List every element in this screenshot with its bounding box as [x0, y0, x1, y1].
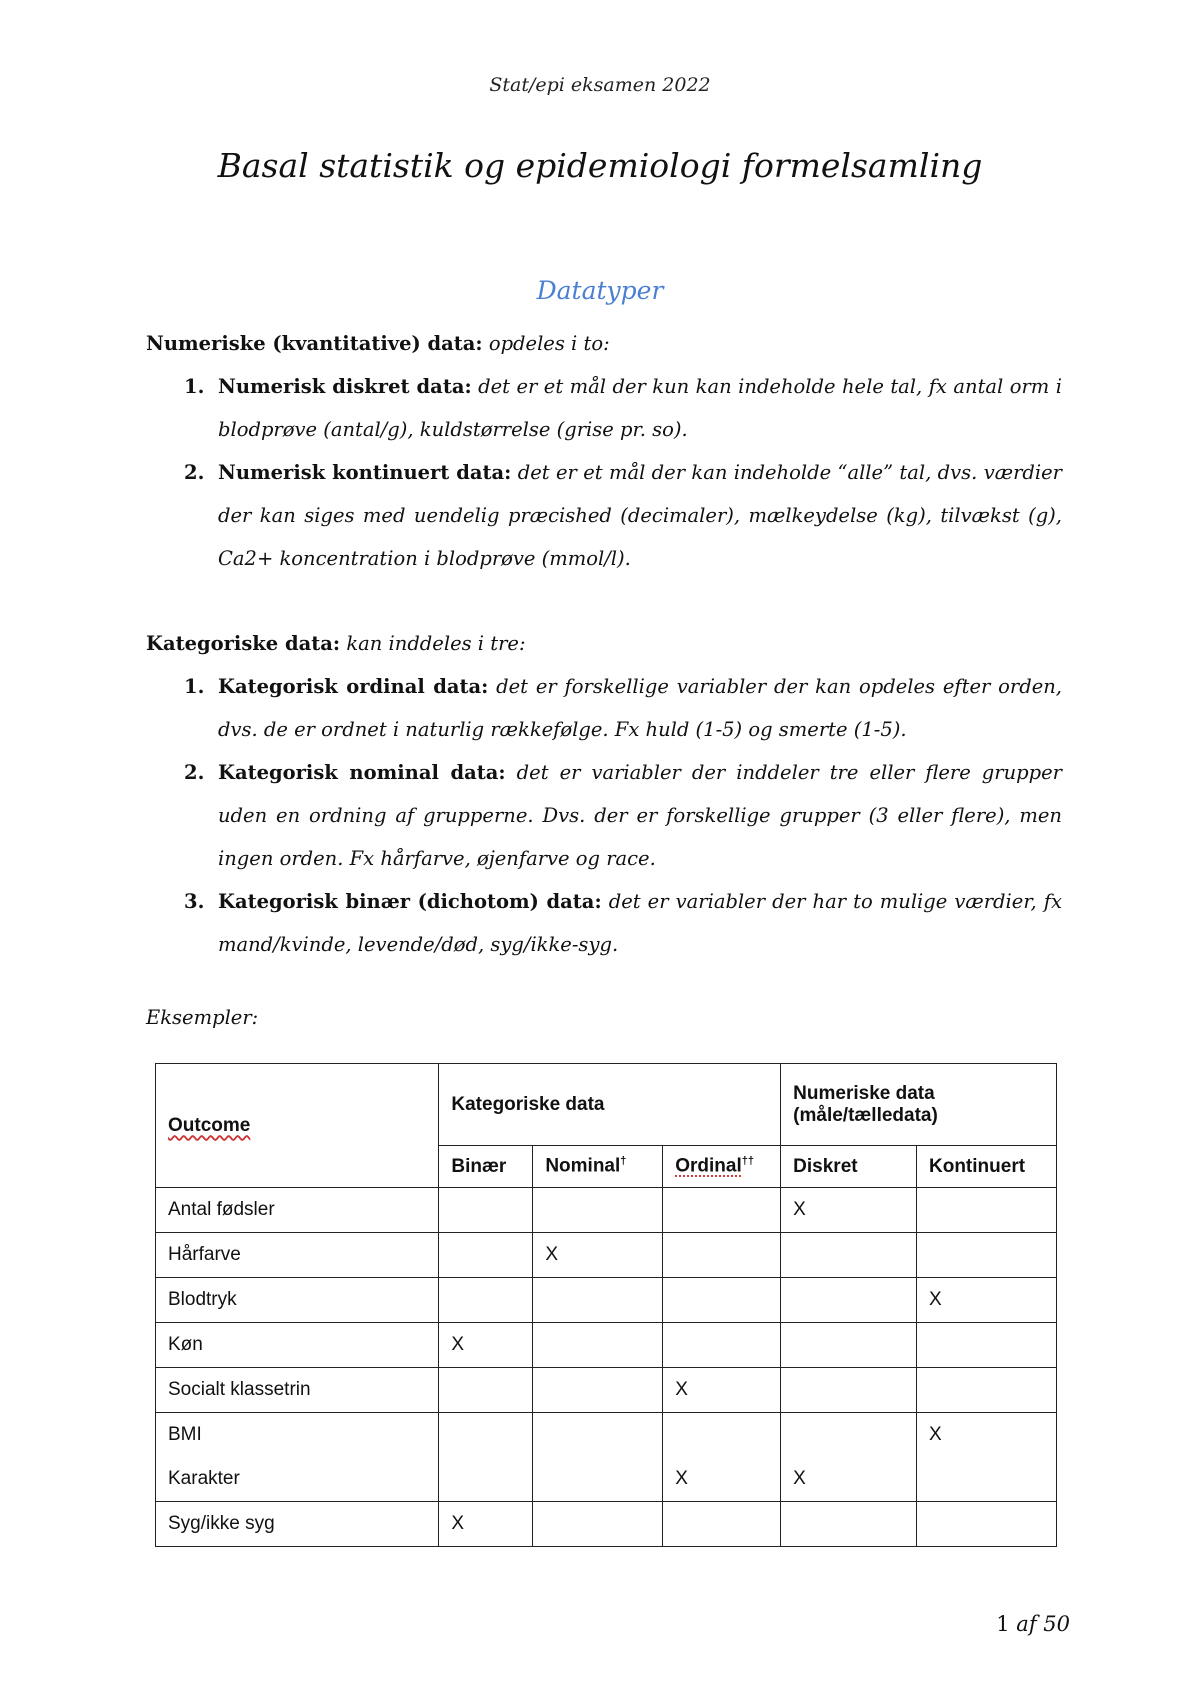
table-row: [156, 1278, 1057, 1323]
table-row: [156, 1233, 1057, 1278]
row-label: Køn: [156, 1323, 439, 1368]
list-text: det er forskellige variabler der kan opdeles efter orden, dvs. de er ordnet i naturlig rækkefølge. Fx huld (1-5) og smerte (1-5).: [218, 675, 1062, 741]
numeric-header-line1: Numeriske data: [793, 1082, 935, 1104]
table-cell: [533, 1502, 663, 1547]
table-cell: [781, 1323, 917, 1368]
table-cell: [781, 1502, 917, 1547]
list-text: det er variabler der inddeler tre eller flere grupper uden en ordning af grupperne. Dvs. der er forskellige grupper (3 eller flere), men ingen orden. Fx hårfarve, øjenfarve og race.: [218, 761, 1062, 870]
table-cell: X: [533, 1233, 663, 1278]
list-term: Numerisk diskret data:: [218, 375, 472, 398]
categorical-header: Kategoriske data: [439, 1064, 781, 1146]
table-cell: [439, 1368, 533, 1413]
categorical-label: Kategoriske data:: [146, 632, 341, 655]
list-number: 3.: [184, 890, 205, 913]
table-cell: [533, 1323, 663, 1368]
row-label-line: Karakter: [168, 1468, 240, 1489]
table-cell: [439, 1233, 533, 1278]
table-cell: [533, 1368, 663, 1413]
table-cell: [663, 1323, 781, 1368]
list-number: 2.: [184, 761, 205, 784]
table-cell: [917, 1323, 1057, 1368]
numeric-desc: opdeles i to:: [488, 332, 610, 355]
table-row: [156, 1323, 1057, 1368]
row-label: Syg/ikke syg: [156, 1502, 439, 1547]
outcome-header: Outcome: [156, 1064, 439, 1188]
list-term: Numerisk kontinuert data:: [218, 461, 512, 484]
table-cell: [439, 1413, 533, 1502]
row-label: Antal fødsler: [156, 1188, 439, 1233]
list-item: [146, 880, 1062, 966]
table-row: [156, 1188, 1057, 1233]
list-item: [146, 365, 1062, 451]
categorical-list: [146, 665, 1062, 966]
table-cell: [917, 1502, 1057, 1547]
table-cell: X: [917, 1413, 1057, 1502]
row-label-line: BMI: [168, 1424, 202, 1445]
list-item: [146, 451, 1062, 580]
row-label: Hårfarve: [156, 1233, 439, 1278]
categorical-section: [146, 622, 1062, 966]
table-cell: [917, 1188, 1057, 1233]
list-term: Kategorisk nominal data:: [218, 761, 506, 784]
table-cell: [663, 1502, 781, 1547]
list-term: Kategorisk binær (dichotom) data:: [218, 890, 602, 913]
page-total: af 50: [1016, 1612, 1070, 1636]
table-cell: [781, 1278, 917, 1323]
running-header: Stat/epi eksamen 2022: [489, 74, 711, 96]
categorical-desc: kan inddeles i tre:: [346, 632, 526, 655]
row-label: Blodtryk: [156, 1278, 439, 1323]
numeric-header-line2: (måle/tælledata): [793, 1104, 938, 1126]
diskret-header: Diskret: [781, 1146, 917, 1188]
table-cell: [533, 1188, 663, 1233]
document-title: Basal statistik og epidemiologi formelsamling: [217, 146, 983, 185]
table-cell: X: [781, 1188, 917, 1233]
table-header-row: [156, 1064, 1057, 1146]
table-cell: [439, 1188, 533, 1233]
categorical-intro: [146, 622, 1062, 665]
row-label: Socialt klassetrin: [156, 1368, 439, 1413]
nominal-header: Nominal†: [533, 1146, 663, 1188]
table-cell: [781, 1368, 917, 1413]
section-title: Datatyper: [536, 276, 664, 305]
table-cell: [781, 1233, 917, 1278]
list-term: Kategorisk ordinal data:: [218, 675, 489, 698]
table-cell: X: [781, 1413, 917, 1502]
table-cell: [663, 1278, 781, 1323]
table-row: [156, 1502, 1057, 1547]
table-row: [156, 1368, 1057, 1413]
table-cell: X: [439, 1502, 533, 1547]
examples-label: Eksempler:: [146, 1006, 259, 1029]
table-row-merged: [156, 1413, 1057, 1502]
table-cell: X: [917, 1278, 1057, 1323]
ordinal-header: Ordinal††: [663, 1146, 781, 1188]
table-cell: [917, 1233, 1057, 1278]
numeric-label: Numeriske (kvantitative) data:: [146, 332, 483, 355]
page-current: 1: [996, 1612, 1010, 1636]
examples-table: [155, 1063, 1057, 1547]
page-number: [990, 1612, 1070, 1636]
table-cell: [533, 1278, 663, 1323]
table-cell: X: [663, 1413, 781, 1502]
table-cell: [663, 1233, 781, 1278]
table-cell: [917, 1368, 1057, 1413]
numeric-header: [781, 1064, 1057, 1146]
list-item: [146, 751, 1062, 880]
row-label: [156, 1413, 439, 1502]
list-number: 2.: [184, 461, 205, 484]
list-number: 1.: [184, 675, 205, 698]
list-item: [146, 665, 1062, 751]
numeric-intro: [146, 322, 1062, 365]
numeric-list: [146, 365, 1062, 580]
table-cell: [663, 1188, 781, 1233]
table-cell: [533, 1413, 663, 1502]
list-text: det er et mål der kun kan indeholde hele tal, fx antal orm i blodprøve (antal/g), kuldstørrelse (grise pr. so).: [218, 375, 1062, 441]
binaer-header: Binær: [439, 1146, 533, 1188]
kontinuert-header: Kontinuert: [917, 1146, 1057, 1188]
table-cell: X: [663, 1368, 781, 1413]
list-number: 1.: [184, 375, 205, 398]
numeric-section: [146, 322, 1062, 580]
table-cell: X: [439, 1323, 533, 1368]
table-cell: [439, 1278, 533, 1323]
list-text: det er variabler der har to mulige værdier, fx mand/kvinde, levende/død, syg/ikke-syg.: [218, 890, 1062, 956]
list-text: det er et mål der kan indeholde “alle” tal, dvs. værdier der kan siges med uendelig præcished (decimaler), mælkeydelse (kg), tilvækst (g), Ca2+ koncentration i blodprøve (mmol/l).: [218, 461, 1062, 570]
